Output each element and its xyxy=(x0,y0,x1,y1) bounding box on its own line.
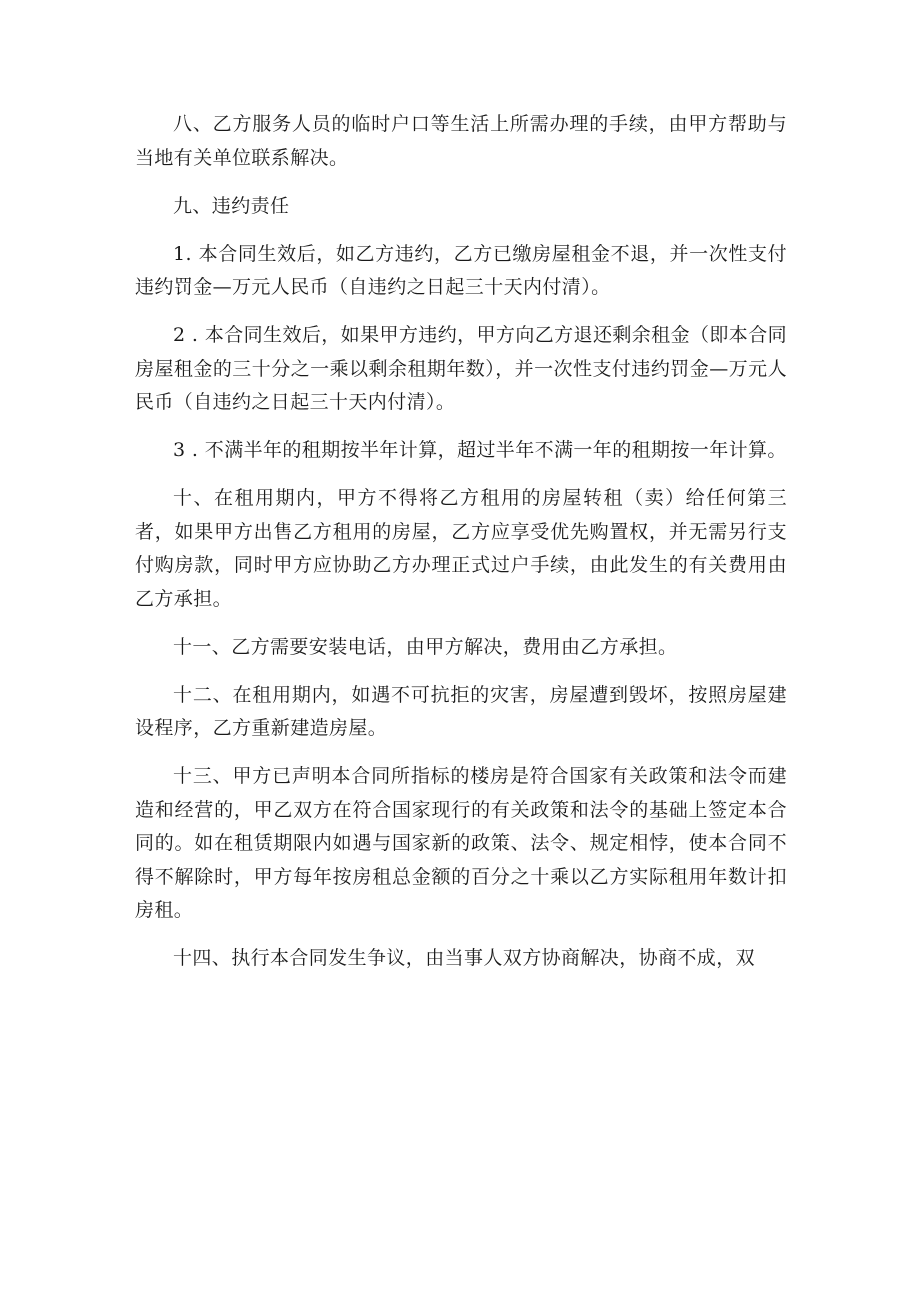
clause-13-paragraph: 十三、甲方已声明本合同所指标的楼房是符合国家有关政策和法令而建造和经营的，甲乙双方在符合国家现行的有关政策和法令的基础上签定本合同的。如在租赁期限内如遇与国家新的政策、法令、规定相悖，使本合同不得不解除时，甲方每年按房租总金额的百分之十乘以乙方实际租用年数计扣房租。 xyxy=(135,765,787,921)
clause-9-item-3: 3 . 不满半年的租期按半年计算，超过半年不满一年的租期按一年计算。 xyxy=(173,439,787,461)
clause-9-item-2: 2 . 本合同生效后，如果甲方违约，甲方向乙方退还剩余租金（即本合同房屋租金的三十分之一乘以剩余租期年数），并一次性支付违约罚金—万元人民币（自违约之日起三十天内付清）。 xyxy=(135,324,787,413)
clause-9-item-1: 1. 本合同生效后，如乙方违约，乙方已缴房屋租金不退，并一次性支付违约罚金—万元人民币（自违约之日起三十天内付清）。 xyxy=(135,242,787,298)
contract-body xyxy=(135,108,787,990)
clause-9-heading: 九、违约责任 xyxy=(173,194,290,217)
clause-10-paragraph: 十、在租用期内，甲方不得将乙方租用的房屋转租（卖）给任何第三者，如果甲方出售乙方租用的房屋，乙方应享受优先购置权，并无需另行支付购房款，同时甲方应协助乙方办理正式过户手续，由此发生的有关费用由乙方承担。 xyxy=(135,487,787,610)
clause-12-paragraph: 十二、在租用期内，如遇不可抗拒的灾害，房屋遭到毁坏，按照房屋建设程序，乙方重新建造房屋。 xyxy=(135,683,787,739)
clause-11-paragraph: 十一、乙方需要安装电话，由甲方解决，费用由乙方承担。 xyxy=(173,635,678,658)
clause-14-paragraph: 十四、执行本合同发生争议，由当事人双方协商解决，协商不成，双 xyxy=(173,947,756,969)
clause-8-paragraph: 八、乙方服务人员的临时户口等生活上所需办理的手续，由甲方帮助与当地有关单位联系解决。 xyxy=(135,113,787,169)
